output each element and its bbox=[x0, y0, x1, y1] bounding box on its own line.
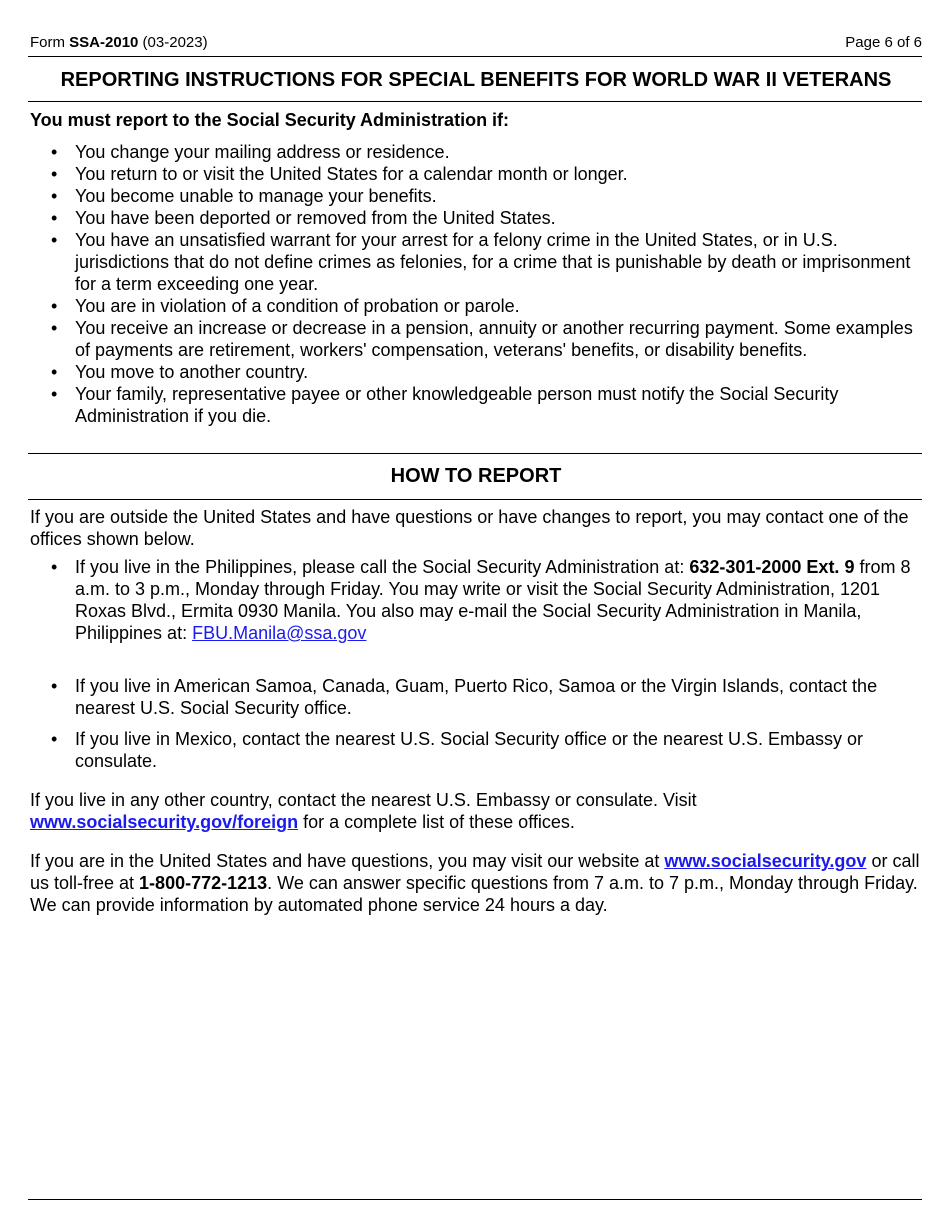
office-list-territories bbox=[30, 675, 922, 719]
form-prefix: Form bbox=[30, 34, 70, 51]
footer-divider bbox=[28, 1199, 922, 1200]
list-item: • You have an unsatisfied warrant for your arrest for a felony crime in the United States, or in U.S. jurisdictions that do not define crimes as felonies, for a crime that is punishable by death or imprisonment for a term exceeding one year. bbox=[30, 229, 922, 295]
list-item: • You are in violation of a condition of probation or parole. bbox=[30, 295, 922, 317]
divider bbox=[28, 101, 922, 102]
philippines-phone: 632-301-2000 Ext. 9 bbox=[689, 557, 855, 577]
list-item-territories: • If you live in American Samoa, Canada, Guam, Puerto Rico, Samoa or the Virgin Islands, contact the nearest U.S. Social Security office. bbox=[30, 675, 922, 719]
form-date: (03-2023) bbox=[138, 34, 208, 51]
list-item: • Your family, representative payee or other knowledgeable person must notify the Social Security Administration if you die. bbox=[30, 383, 922, 427]
list-item: • You change your mailing address or residence. bbox=[30, 141, 922, 163]
website-link[interactable]: www.socialsecurity.gov bbox=[664, 851, 867, 871]
foreign-offices-link[interactable]: www.socialsecurity.gov/foreign bbox=[30, 812, 299, 832]
email-link[interactable]: FBU.Manila@ssa.gov bbox=[192, 623, 367, 643]
intro-paragraph: If you are outside the United States and have questions or have changes to report, you may contact one of the offices shown below. bbox=[30, 507, 909, 549]
list-item: • You become unable to manage your benefits. bbox=[30, 185, 922, 207]
page-number: Page 6 of 6 bbox=[845, 34, 922, 51]
list-item: • You return to or visit the United States for a calendar month or longer. bbox=[30, 163, 922, 185]
divider bbox=[28, 56, 922, 57]
section-title-how-to-report: HOW TO REPORT bbox=[390, 465, 562, 487]
office-list-philippines bbox=[30, 556, 922, 644]
section-title-reporting: REPORTING INSTRUCTIONS FOR SPECIAL BENEFITS FOR WORLD WAR II VETERANS bbox=[60, 69, 892, 91]
other-country-paragraph: If you live in any other country, contact the nearest U.S. Embassy or consulate. Visit www.socialsecurity.gov/foreign for a complete list of these offices. bbox=[30, 790, 697, 832]
list-item: • You have been deported or removed from the United States. bbox=[30, 207, 922, 229]
us-contact-paragraph: If you are in the United States and have questions, you may visit our website at www.socialsecurity.gov or call us toll-free at 1-800-772-1213. We can answer specific questions from 7 a.m. to 7 p.m., Monday through Friday. We can provide information by automated phone service 24 hours a day. bbox=[30, 851, 920, 915]
list-item-mexico: • If you live in Mexico, contact the nearest U.S. Social Security office or the nearest U.S. Embassy or consulate. bbox=[30, 728, 922, 772]
form-header bbox=[30, 32, 922, 52]
office-list-mexico bbox=[30, 728, 922, 772]
list-item-philippines: • If you live in the Philippines, please call the Social Security Administration at: 632-301-2000 Ext. 9 from 8 a.m. to 3 p.m., Monday through Friday. You may write or visit the Social Security Administration, 1201 Roxas Blvd., Ermita 0930 Manila. You also may e-mail the Social Security Administration in Manila, Philippines at: FBU.Manila@ssa.gov bbox=[30, 556, 922, 644]
list-item: • You receive an increase or decrease in a pension, annuity or another recurring payment. Some examples of payments are retirement, workers' compensation, veterans' benefits, or disability benefits. bbox=[30, 317, 922, 361]
form-id: SSA-2010 bbox=[69, 34, 139, 51]
form-identifier bbox=[30, 32, 208, 54]
divider bbox=[28, 499, 922, 500]
toll-free-phone: 1-800-772-1213 bbox=[139, 873, 268, 893]
list-item: • You move to another country. bbox=[30, 361, 922, 383]
reporting-list bbox=[30, 141, 922, 427]
section-subhead: You must report to the Social Security Administration if: bbox=[30, 110, 510, 130]
divider bbox=[28, 453, 922, 454]
